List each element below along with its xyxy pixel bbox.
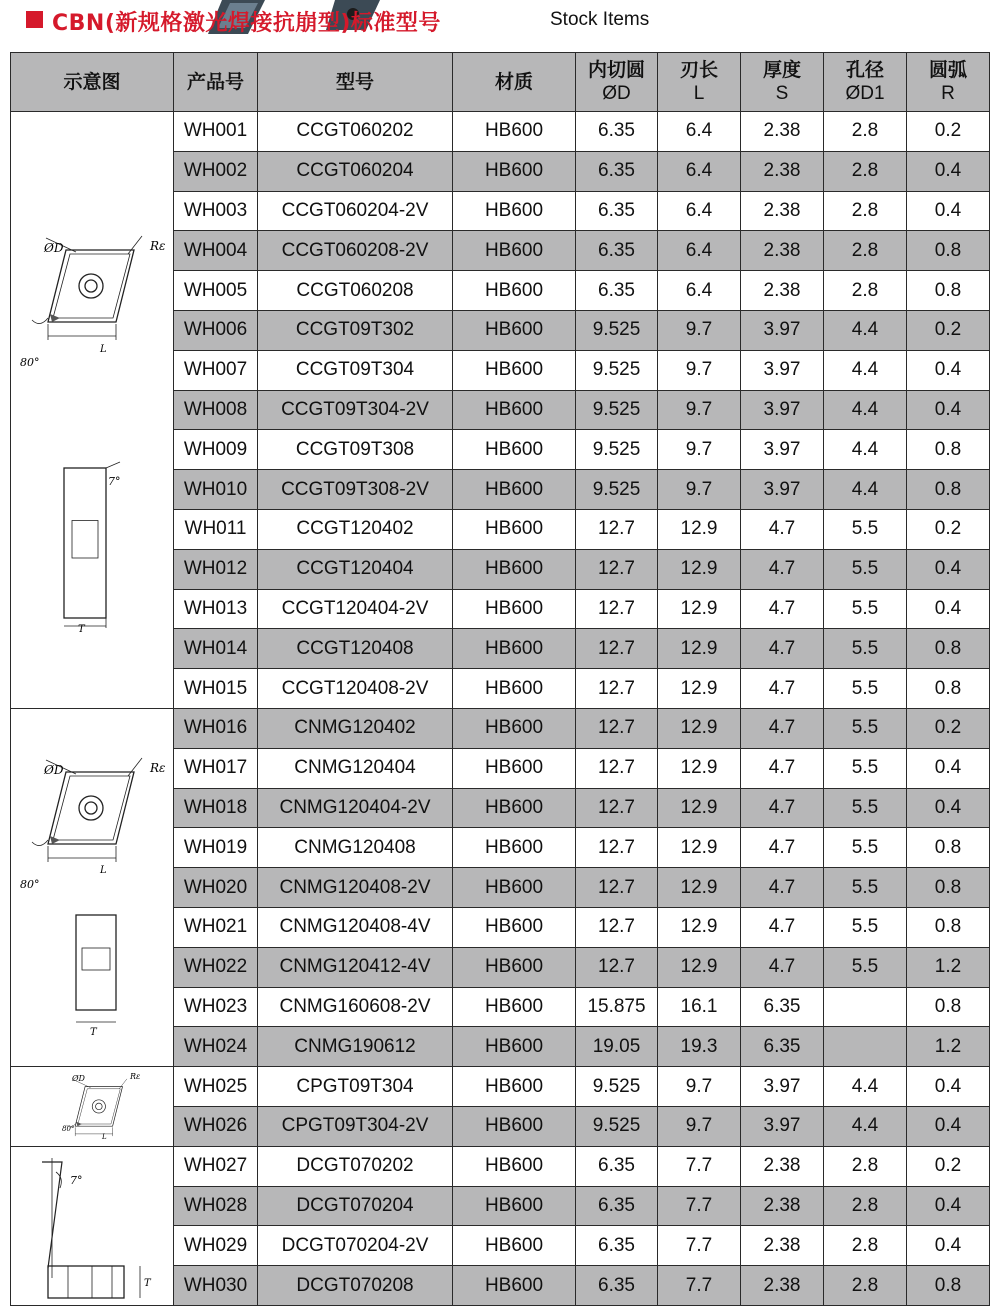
product-no-cell: WH029 — [174, 1226, 258, 1266]
edge-length-cell: 9.7 — [658, 1067, 741, 1107]
edge-length-cell: 9.7 — [658, 1106, 741, 1146]
corner-radius-cell: 0.2 — [907, 509, 990, 549]
hole-diameter-cell: 4.4 — [824, 1067, 907, 1107]
dcgt-insert-diagram — [11, 1146, 174, 1305]
drawing-label-angle-80: 80° — [62, 1125, 75, 1134]
model-cell: CCGT120408 — [258, 629, 453, 669]
model-cell: DCGT070204-2V — [258, 1226, 453, 1266]
corner-radius-cell: 0.8 — [907, 987, 990, 1027]
model-cell: CCGT120402 — [258, 509, 453, 549]
inscribed-circle-cell: 12.7 — [576, 748, 658, 788]
title-bar — [0, 0, 1000, 50]
table-row — [11, 708, 990, 748]
edge-length-cell: 7.7 — [658, 1146, 741, 1186]
hole-diameter-cell: 5.5 — [824, 669, 907, 709]
hole-diameter-cell: 2.8 — [824, 191, 907, 231]
edge-length-cell: 16.1 — [658, 987, 741, 1027]
thickness-cell: 4.7 — [741, 788, 824, 828]
cnmg-insert-diagram — [11, 708, 174, 1066]
thickness-cell: 4.7 — [741, 549, 824, 589]
corner-radius-cell: 0.8 — [907, 629, 990, 669]
model-cell: CCGT09T304 — [258, 350, 453, 390]
table-row — [11, 1067, 990, 1107]
edge-length-cell: 12.9 — [658, 669, 741, 709]
thickness-cell: 2.38 — [741, 1226, 824, 1266]
thickness-cell: 3.97 — [741, 350, 824, 390]
edge-length-cell: 12.9 — [658, 947, 741, 987]
product-no-cell: WH013 — [174, 589, 258, 629]
corner-radius-cell: 0.4 — [907, 788, 990, 828]
product-no-cell: WH019 — [174, 828, 258, 868]
table-row — [11, 112, 990, 152]
hole-diameter-cell: 5.5 — [824, 549, 907, 589]
inscribed-circle-cell: 12.7 — [576, 788, 658, 828]
material-cell: HB600 — [453, 907, 576, 947]
edge-length-cell: 7.7 — [658, 1266, 741, 1306]
inscribed-circle-cell: 12.7 — [576, 509, 658, 549]
material-cell: HB600 — [453, 868, 576, 908]
thickness-cell: 4.7 — [741, 828, 824, 868]
thickness-cell: 3.97 — [741, 1067, 824, 1107]
hole-diameter-cell: 2.8 — [824, 112, 907, 152]
material-cell: HB600 — [453, 1027, 576, 1067]
thickness-cell: 2.38 — [741, 271, 824, 311]
model-cell: CPGT09T304 — [258, 1067, 453, 1107]
material-cell: HB600 — [453, 509, 576, 549]
product-no-cell: WH024 — [174, 1027, 258, 1067]
corner-radius-cell: 0.8 — [907, 907, 990, 947]
corner-radius-cell: 0.4 — [907, 191, 990, 231]
thickness-cell: 6.35 — [741, 987, 824, 1027]
thickness-cell: 4.7 — [741, 589, 824, 629]
model-cell: CCGT09T302 — [258, 310, 453, 350]
edge-length-cell: 6.4 — [658, 191, 741, 231]
material-cell: HB600 — [453, 828, 576, 868]
thickness-cell: 4.7 — [741, 868, 824, 908]
material-cell: HB600 — [453, 748, 576, 788]
material-cell: HB600 — [453, 271, 576, 311]
edge-length-cell: 6.4 — [658, 151, 741, 191]
drawing-label-length-l: L — [100, 343, 107, 355]
product-no-cell: WH025 — [174, 1067, 258, 1107]
material-cell: HB600 — [453, 669, 576, 709]
model-cell: CCGT09T308-2V — [258, 470, 453, 510]
hole-diameter-cell: 5.5 — [824, 509, 907, 549]
corner-radius-cell: 0.8 — [907, 470, 990, 510]
drawing-label-r-epsilon: Rε — [130, 1072, 141, 1082]
corner-radius-cell: 0.4 — [907, 390, 990, 430]
inscribed-circle-cell: 12.7 — [576, 868, 658, 908]
inscribed-circle-cell: 6.35 — [576, 191, 658, 231]
edge-length-cell: 12.9 — [658, 828, 741, 868]
material-cell: HB600 — [453, 112, 576, 152]
corner-radius-cell: 0.8 — [907, 1266, 990, 1306]
inscribed-circle-cell: 9.525 — [576, 430, 658, 470]
corner-radius-cell: 0.4 — [907, 589, 990, 629]
header-material: 材质 — [453, 53, 576, 112]
drawing-label-thickness-t: T — [78, 623, 85, 635]
inscribed-circle-cell: 12.7 — [576, 907, 658, 947]
material-cell: HB600 — [453, 788, 576, 828]
product-no-cell: WH009 — [174, 430, 258, 470]
dcgt-drawing — [12, 1148, 172, 1303]
material-cell: HB600 — [453, 549, 576, 589]
thickness-cell: 3.97 — [741, 310, 824, 350]
hole-diameter-cell: 2.8 — [824, 231, 907, 271]
product-no-cell: WH004 — [174, 231, 258, 271]
drawing-label-thickness-t: T — [90, 1026, 97, 1038]
edge-length-cell: 9.7 — [658, 430, 741, 470]
drawing-label-angle-80: 80° — [20, 877, 40, 891]
material-cell: HB600 — [453, 1067, 576, 1107]
corner-radius-cell: 0.2 — [907, 310, 990, 350]
material-cell: HB600 — [453, 1226, 576, 1266]
header-corner-radius: 圆弧 R — [907, 53, 990, 112]
thickness-cell: 2.38 — [741, 1146, 824, 1186]
hole-diameter-cell: 2.8 — [824, 1266, 907, 1306]
corner-radius-cell: 0.2 — [907, 112, 990, 152]
hole-diameter-cell — [824, 1027, 907, 1067]
thickness-cell: 6.35 — [741, 1027, 824, 1067]
header-model: 型号 — [258, 53, 453, 112]
hole-diameter-cell: 5.5 — [824, 907, 907, 947]
hole-diameter-cell: 4.4 — [824, 470, 907, 510]
cpgt-insert-diagram — [11, 1067, 174, 1147]
hole-diameter-cell: 5.5 — [824, 748, 907, 788]
drawing-label-r-epsilon: Rε — [150, 238, 166, 253]
hole-diameter-cell — [824, 987, 907, 1027]
page-title: CBN(新规格激光焊接抗崩型)标准型号 — [52, 11, 441, 36]
product-no-cell: WH027 — [174, 1146, 258, 1186]
model-cell: CCGT120404-2V — [258, 589, 453, 629]
product-no-cell: WH001 — [174, 112, 258, 152]
model-cell: DCGT070208 — [258, 1266, 453, 1306]
thickness-cell: 2.38 — [741, 1266, 824, 1306]
material-cell: HB600 — [453, 589, 576, 629]
product-no-cell: WH018 — [174, 788, 258, 828]
hole-diameter-cell: 4.4 — [824, 310, 907, 350]
hole-diameter-cell: 5.5 — [824, 868, 907, 908]
edge-length-cell: 9.7 — [658, 390, 741, 430]
hole-diameter-cell: 4.4 — [824, 350, 907, 390]
model-cell: CNMG120412-4V — [258, 947, 453, 987]
model-cell: CCGT060204 — [258, 151, 453, 191]
drawing-label-r-epsilon: Rε — [150, 760, 166, 775]
edge-length-cell: 12.9 — [658, 708, 741, 748]
inscribed-circle-cell: 15.875 — [576, 987, 658, 1027]
table-row — [11, 1146, 990, 1186]
header-diagram: 示意图 — [11, 53, 174, 112]
material-cell: HB600 — [453, 1186, 576, 1226]
thickness-cell: 4.7 — [741, 669, 824, 709]
corner-radius-cell: 0.4 — [907, 151, 990, 191]
model-cell: CNMG190612 — [258, 1027, 453, 1067]
model-cell: CCGT060208 — [258, 271, 453, 311]
hole-diameter-cell: 4.4 — [824, 430, 907, 470]
corner-radius-cell: 0.4 — [907, 549, 990, 589]
inscribed-circle-cell: 9.525 — [576, 310, 658, 350]
hole-diameter-cell: 2.8 — [824, 1186, 907, 1226]
inscribed-circle-cell: 6.35 — [576, 1226, 658, 1266]
corner-radius-cell: 0.8 — [907, 271, 990, 311]
thickness-cell: 4.7 — [741, 748, 824, 788]
material-cell: HB600 — [453, 430, 576, 470]
inscribed-circle-cell: 12.7 — [576, 828, 658, 868]
inscribed-circle-cell: 6.35 — [576, 231, 658, 271]
edge-length-cell: 7.7 — [658, 1186, 741, 1226]
edge-length-cell: 6.4 — [658, 271, 741, 311]
product-no-cell: WH006 — [174, 310, 258, 350]
hole-diameter-cell: 2.8 — [824, 1146, 907, 1186]
drawing-label-length-l: L — [102, 1133, 107, 1142]
corner-radius-cell: 0.2 — [907, 708, 990, 748]
hole-diameter-cell: 5.5 — [824, 629, 907, 669]
material-cell: HB600 — [453, 947, 576, 987]
product-no-cell: WH020 — [174, 868, 258, 908]
corner-radius-cell: 0.4 — [907, 1067, 990, 1107]
material-cell: HB600 — [453, 310, 576, 350]
hole-diameter-cell: 4.4 — [824, 1106, 907, 1146]
edge-length-cell: 19.3 — [658, 1027, 741, 1067]
thickness-cell: 4.7 — [741, 708, 824, 748]
hole-diameter-cell: 5.5 — [824, 947, 907, 987]
material-cell: HB600 — [453, 191, 576, 231]
thickness-cell: 4.7 — [741, 509, 824, 549]
thickness-cell: 2.38 — [741, 1186, 824, 1226]
product-no-cell: WH011 — [174, 509, 258, 549]
inscribed-circle-cell: 6.35 — [576, 112, 658, 152]
drawing-label-angle-7: 7° — [108, 474, 121, 488]
table-header-row — [11, 53, 990, 112]
model-cell: CCGT120408-2V — [258, 669, 453, 709]
corner-radius-cell: 0.4 — [907, 1106, 990, 1146]
inscribed-circle-cell: 19.05 — [576, 1027, 658, 1067]
material-cell: HB600 — [453, 231, 576, 271]
edge-length-cell: 12.9 — [658, 907, 741, 947]
thickness-cell: 3.97 — [741, 430, 824, 470]
model-cell: CNMG120408-2V — [258, 868, 453, 908]
material-cell: HB600 — [453, 708, 576, 748]
corner-radius-cell: 1.2 — [907, 1027, 990, 1067]
model-cell: CCGT060202 — [258, 112, 453, 152]
header-product-no: 产品号 — [174, 53, 258, 112]
product-no-cell: WH017 — [174, 748, 258, 788]
header-edge-length: 刃长 L — [658, 53, 741, 112]
drawing-label-angle-7: 7° — [70, 1174, 83, 1188]
edge-length-cell: 12.9 — [658, 549, 741, 589]
edge-length-cell: 9.7 — [658, 470, 741, 510]
corner-radius-cell: 0.2 — [907, 1146, 990, 1186]
hole-diameter-cell: 5.5 — [824, 788, 907, 828]
ccgt-drawing — [12, 130, 172, 690]
thickness-cell: 2.38 — [741, 112, 824, 152]
product-no-cell: WH014 — [174, 629, 258, 669]
inscribed-circle-cell: 9.525 — [576, 1067, 658, 1107]
product-no-cell: WH022 — [174, 947, 258, 987]
drawing-label-length-l: L — [100, 864, 107, 876]
corner-radius-cell: 0.4 — [907, 1186, 990, 1226]
thickness-cell: 4.7 — [741, 629, 824, 669]
material-cell: HB600 — [453, 1106, 576, 1146]
inscribed-circle-cell: 6.35 — [576, 151, 658, 191]
product-no-cell: WH010 — [174, 470, 258, 510]
hole-diameter-cell: 4.4 — [824, 390, 907, 430]
material-cell: HB600 — [453, 1266, 576, 1306]
edge-length-cell: 6.4 — [658, 231, 741, 271]
hole-diameter-cell: 5.5 — [824, 828, 907, 868]
inscribed-circle-cell: 12.7 — [576, 947, 658, 987]
edge-length-cell: 12.9 — [658, 629, 741, 669]
title-bullet-icon — [26, 11, 43, 28]
material-cell: HB600 — [453, 151, 576, 191]
inscribed-circle-cell: 12.7 — [576, 629, 658, 669]
model-cell: CCGT060208-2V — [258, 231, 453, 271]
hole-diameter-cell: 5.5 — [824, 708, 907, 748]
material-cell: HB600 — [453, 987, 576, 1027]
edge-length-cell: 7.7 — [658, 1226, 741, 1266]
corner-radius-cell: 0.8 — [907, 828, 990, 868]
inscribed-circle-cell: 6.35 — [576, 1146, 658, 1186]
product-no-cell: WH016 — [174, 708, 258, 748]
edge-length-cell: 6.4 — [658, 112, 741, 152]
corner-radius-cell: 1.2 — [907, 947, 990, 987]
inscribed-circle-cell: 6.35 — [576, 1186, 658, 1226]
material-cell: HB600 — [453, 390, 576, 430]
cnmg-drawing — [12, 710, 172, 1066]
corner-radius-cell: 0.8 — [907, 231, 990, 271]
header-thickness: 厚度 S — [741, 53, 824, 112]
thickness-cell: 2.38 — [741, 151, 824, 191]
model-cell: CCGT120404 — [258, 549, 453, 589]
product-no-cell: WH002 — [174, 151, 258, 191]
cpgt-drawing — [12, 1067, 172, 1145]
hole-diameter-cell: 2.8 — [824, 151, 907, 191]
model-cell: DCGT070202 — [258, 1146, 453, 1186]
model-cell: CNMG120402 — [258, 708, 453, 748]
corner-radius-cell: 0.8 — [907, 430, 990, 470]
model-cell: CNMG120404-2V — [258, 788, 453, 828]
product-no-cell: WH030 — [174, 1266, 258, 1306]
corner-radius-cell: 0.4 — [907, 748, 990, 788]
edge-length-cell: 12.9 — [658, 748, 741, 788]
product-no-cell: WH023 — [174, 987, 258, 1027]
model-cell: DCGT070204 — [258, 1186, 453, 1226]
model-cell: CCGT09T308 — [258, 430, 453, 470]
hole-diameter-cell: 2.8 — [824, 271, 907, 311]
page-subtitle: Stock Items — [550, 9, 650, 30]
inscribed-circle-cell: 12.7 — [576, 589, 658, 629]
material-cell: HB600 — [453, 629, 576, 669]
thickness-cell: 4.7 — [741, 907, 824, 947]
inscribed-circle-cell: 12.7 — [576, 708, 658, 748]
thickness-cell: 4.7 — [741, 947, 824, 987]
edge-length-cell: 12.9 — [658, 509, 741, 549]
model-cell: CNMG160608-2V — [258, 987, 453, 1027]
thickness-cell: 3.97 — [741, 470, 824, 510]
stock-items-table — [10, 52, 990, 1306]
corner-radius-cell: 0.8 — [907, 868, 990, 908]
product-no-cell: WH012 — [174, 549, 258, 589]
thickness-cell: 3.97 — [741, 390, 824, 430]
inscribed-circle-cell: 9.525 — [576, 390, 658, 430]
product-no-cell: WH015 — [174, 669, 258, 709]
product-no-cell: WH005 — [174, 271, 258, 311]
product-no-cell: WH026 — [174, 1106, 258, 1146]
header-inscribed-circle: 内切圆 ØD — [576, 53, 658, 112]
inscribed-circle-cell: 9.525 — [576, 350, 658, 390]
model-cell: CNMG120404 — [258, 748, 453, 788]
edge-length-cell: 12.9 — [658, 868, 741, 908]
header-hole-diameter: 孔径 ØD1 — [824, 53, 907, 112]
edge-length-cell: 9.7 — [658, 350, 741, 390]
product-no-cell: WH008 — [174, 390, 258, 430]
drawing-label-angle-80: 80° — [20, 355, 40, 369]
product-no-cell: WH003 — [174, 191, 258, 231]
drawing-label-phi-d: ØD — [44, 762, 64, 777]
model-cell: CNMG120408 — [258, 828, 453, 868]
model-cell: CCGT060204-2V — [258, 191, 453, 231]
material-cell: HB600 — [453, 470, 576, 510]
thickness-cell: 2.38 — [741, 191, 824, 231]
model-cell: CPGT09T304-2V — [258, 1106, 453, 1146]
edge-length-cell: 12.9 — [658, 589, 741, 629]
corner-radius-cell: 0.4 — [907, 1226, 990, 1266]
hole-diameter-cell: 2.8 — [824, 1226, 907, 1266]
model-cell: CCGT09T304-2V — [258, 390, 453, 430]
thickness-cell: 3.97 — [741, 1106, 824, 1146]
edge-length-cell: 9.7 — [658, 310, 741, 350]
drawing-label-thickness-t: T — [144, 1278, 151, 1290]
corner-radius-cell: 0.8 — [907, 669, 990, 709]
drawing-label-phi-d: ØD — [44, 240, 64, 255]
inscribed-circle-cell: 12.7 — [576, 669, 658, 709]
inscribed-circle-cell: 6.35 — [576, 1266, 658, 1306]
product-no-cell: WH028 — [174, 1186, 258, 1226]
inscribed-circle-cell: 12.7 — [576, 549, 658, 589]
material-cell: HB600 — [453, 350, 576, 390]
thickness-cell: 2.38 — [741, 231, 824, 271]
corner-radius-cell: 0.4 — [907, 350, 990, 390]
model-cell: CNMG120408-4V — [258, 907, 453, 947]
inscribed-circle-cell: 9.525 — [576, 470, 658, 510]
product-no-cell: WH007 — [174, 350, 258, 390]
product-no-cell: WH021 — [174, 907, 258, 947]
drawing-label-phi-d: ØD — [72, 1074, 85, 1084]
hole-diameter-cell: 5.5 — [824, 589, 907, 629]
inscribed-circle-cell: 9.525 — [576, 1106, 658, 1146]
inscribed-circle-cell: 6.35 — [576, 271, 658, 311]
material-cell: HB600 — [453, 1146, 576, 1186]
edge-length-cell: 12.9 — [658, 788, 741, 828]
ccgt-insert-diagram — [11, 112, 174, 709]
